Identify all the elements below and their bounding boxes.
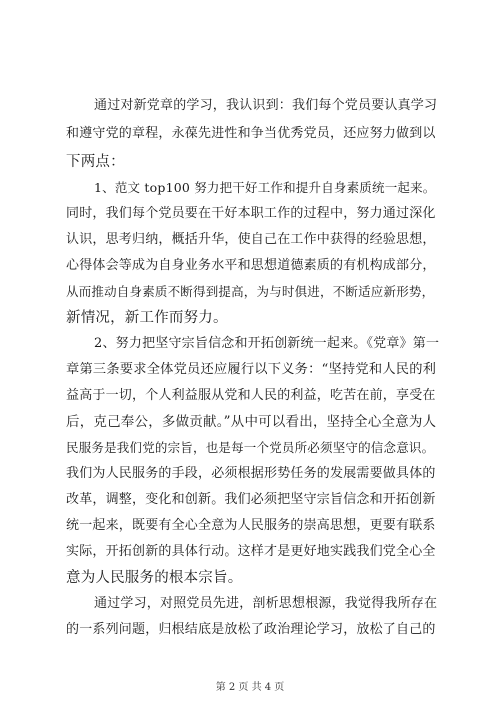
paragraph-line: 意为人民服务的根本宗旨。: [66, 570, 243, 586]
paragraph-line: 1、范文 top100 努力把干好工作和提升自身素质统一起来。: [94, 180, 436, 195]
paragraph-line: 认识，思考归纳，概括升华，使自己在工作中获得的经验思想，: [66, 232, 436, 247]
paragraph-line: 后，克己奉公，多做贡献。”从中可以看出，坚持全心全意为人: [66, 414, 437, 430]
page-number-footer: 第 2 页 共 4 页: [215, 682, 285, 693]
paragraph-line: 下两点：: [66, 154, 125, 170]
paragraph-line: 通过对新党章的学习，我认识到：我们每个党员要认真学习: [94, 98, 438, 113]
paragraph-line: 新情况，新工作而努力。: [66, 310, 228, 326]
paragraph-line: 章第三条要求全体党员还应履行以下义务：“坚持党和人民的利: [66, 362, 437, 377]
paragraph-line: 实际，开拓创新的具体行动。这样才是更好地实践我们党全心全: [66, 544, 436, 559]
paragraph-line: 和遵守党的章程，永葆先进性和争当优秀党员，还应努力做到以: [66, 126, 436, 141]
paragraph-line: 改革，调整，变化和创新。我们必须把坚守宗旨信念和开拓创新: [66, 492, 436, 507]
paragraph-line: 统一起来，既要有全心全意为人民服务的崇高思想，更要有联系: [66, 518, 436, 533]
paragraph-line: 同时，我们每个党员要在干好本职工作的过程中，努力通过深化: [66, 206, 436, 221]
paragraph-line: 通过学习，对照党员先进，剖析思想根源，我觉得我所存在: [94, 596, 438, 611]
paragraph-line: 的一系列问题，归根结底是放松了政治理论学习，放松了自己的: [66, 622, 436, 637]
paragraph-line: 2、努力把坚守宗旨信念和开拓创新统一起来。《党章》第一: [94, 336, 440, 351]
paragraph-line: 心得体会等成为自身业务水平和思想道德素质的有机构成部分，: [66, 258, 436, 273]
paragraph-line: 我们为人民服务的手段，必须根据形势任务的发展需要做具体的: [66, 466, 436, 481]
paragraph-line: 益高于一切，个人利益服从党和人民的利益，吃苦在前，享受在: [66, 388, 436, 403]
paragraph-line: 从而推动自身素质不断得到提高，为与时俱进，不断适应新形势，: [66, 284, 435, 299]
paragraph-line: 民服务是我们党的宗旨，也是每一个党员所必须坚守的信念意识。: [66, 440, 435, 455]
